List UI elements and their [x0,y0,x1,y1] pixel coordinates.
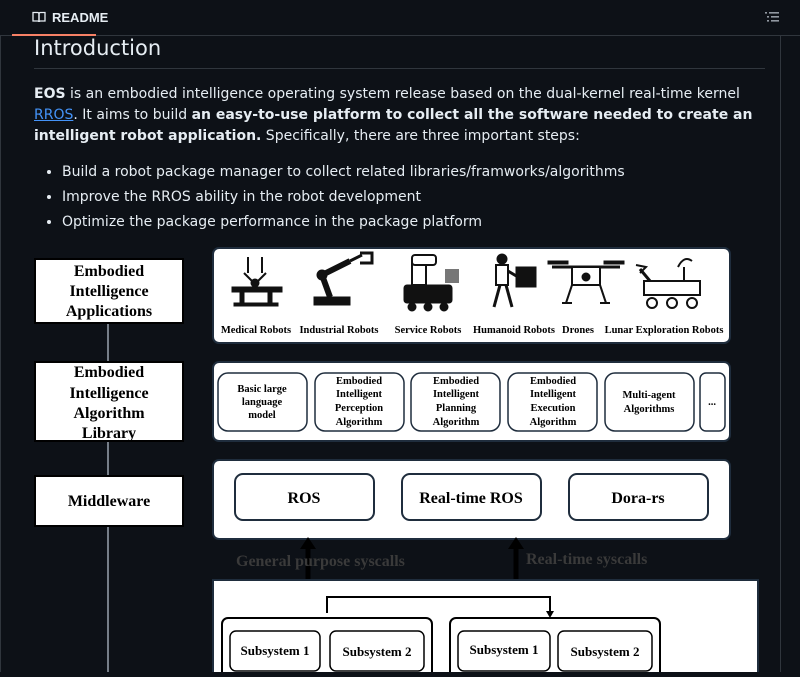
list-item: • Build a robot package manager to collect related libraries/framworks/algorithms [62,160,625,185]
layer-label: Intelligence [69,385,149,402]
middleware-label: ROS [287,490,321,507]
file-header-bar [0,0,800,36]
algorithm-label: model [248,410,276,421]
intro-bold-goal: an easy-to-use platform to collect all the software needed to create an intelligent robot application. [34,107,753,144]
tab-readme-label: README [52,10,109,25]
layer-label: Applications [65,303,153,320]
robot-label: Service Robots [394,325,462,336]
middleware-label: Dora-rs [611,490,665,507]
algorithm-label: Algorithm [335,417,383,428]
middleware-panel [213,460,730,539]
algorithm-label: Intelligent [529,389,577,400]
algorithm-label: Embodied [335,376,383,387]
intro-text-1: is an embodied intelligence operating system release based on the dual-kernel real-time kernel [65,86,740,102]
outline-list-icon[interactable] [764,10,780,24]
algorithm-label: Algorithm [432,417,480,428]
algorithm-label: Intelligent [335,389,383,400]
list-item: • Optimize the package performance in the package platform [62,210,625,235]
eos-name: EOS [34,86,66,102]
robot-label: Medical Robots [220,325,292,336]
syscall-label-realtime: Real-time syscalls [526,551,648,568]
layer-label: Algorithm [73,405,145,422]
layer-label: Middleware [67,493,151,510]
architecture-diagram [0,245,800,672]
syscall-arrows [236,537,647,580]
steps-list [34,160,625,235]
layer-label: Embodied [73,263,145,280]
layer-box-middleware [35,476,183,526]
algorithm-box [605,373,694,431]
book-icon [32,11,46,23]
algorithm-label: Embodied [432,376,480,387]
subsystem-label: Subsystem 1 [469,642,539,657]
layer-box-algorithm-library [35,362,183,442]
algorithm-label: Perception [334,403,384,414]
middleware-label: Real-time ROS [419,490,523,507]
algorithms-panel [213,362,730,441]
robot-label: Humanoid Robots [473,325,555,336]
layer-label: Library [81,425,137,442]
section-heading: Introduction [34,36,162,60]
algorithm-label: Execution [530,403,576,414]
algorithm-label: Intelligent [432,389,480,400]
heading-divider [34,68,765,69]
list-item: • Improve the RROS ability in the robot development [62,185,625,210]
algorithm-label: Basic large [237,384,287,395]
layer-label: Embodied [73,364,145,381]
layer-box-applications [35,259,183,323]
subsystem-label: Subsystem 2 [570,644,640,659]
robot-label: Drones [562,325,594,336]
algorithm-label: ... [708,397,716,408]
intro-text-3: Specifically, there are three important steps: [261,128,580,144]
tab-readme[interactable] [12,0,109,36]
algorithm-label: Multi-agent [622,390,676,401]
algorithm-label: language [241,397,283,408]
robots-panel [213,248,730,343]
robot-label: Industrial Robots [299,325,379,336]
algorithm-label: Algorithm [529,417,577,428]
kernel-panel [213,580,758,672]
intro-text-2: . It aims to build [73,107,192,123]
algorithm-label: Planning [435,403,477,414]
subsystem-label: Subsystem 2 [342,644,412,659]
algorithm-label: Algorithms [623,404,675,415]
layer-label: Intelligence [69,283,149,300]
rros-link[interactable]: RROS [34,107,74,123]
robot-label: Lunar Exploration Robots [604,325,724,336]
algorithm-label: Embodied [529,376,577,387]
subsystem-label: Subsystem 1 [240,643,310,658]
syscall-label-general: General purpose syscalls [236,553,405,570]
intro-paragraph [34,84,774,147]
